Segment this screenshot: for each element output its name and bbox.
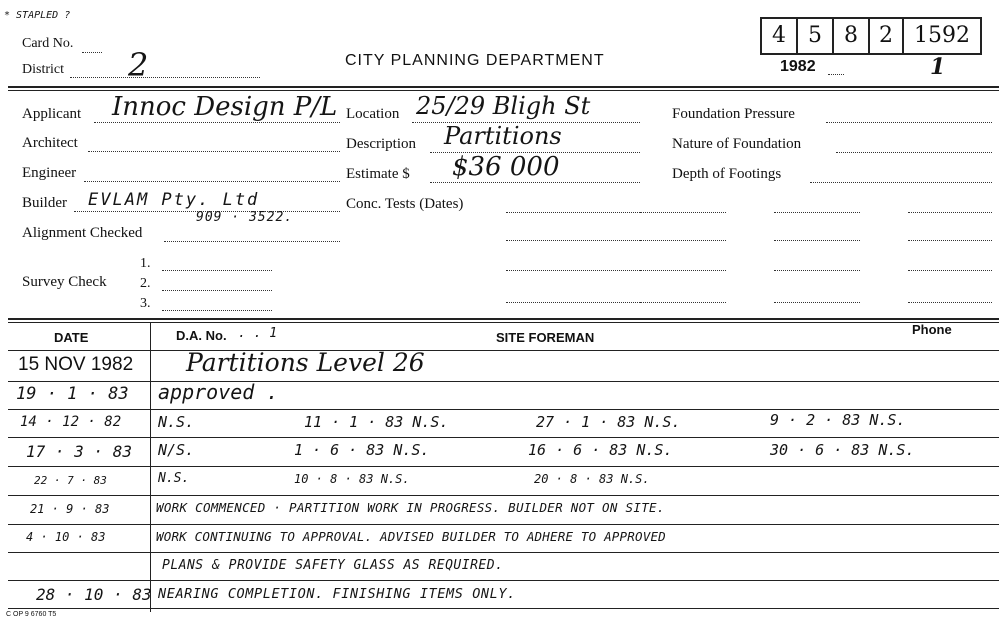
architect-line <box>88 151 340 152</box>
year-dots <box>828 74 844 75</box>
header-rule-2 <box>8 90 999 91</box>
row-rule-7 <box>8 552 999 553</box>
ref-digit-1: 4 <box>760 17 796 55</box>
grid-line-c3 <box>908 270 992 271</box>
row-0-date: 15 NOV 1982 <box>18 354 134 375</box>
row-rule-3 <box>8 437 999 438</box>
grid-line-b2 <box>774 240 860 241</box>
phone-header: Phone <box>912 322 952 337</box>
date-column-divider <box>150 322 151 612</box>
builder-value: EVLAM Pty. Ltd <box>88 190 260 210</box>
estimate-label: Estimate $ <box>346 166 410 182</box>
row-3-entry-4: 30 · 6 · 83 N.S. <box>770 441 915 459</box>
location-value: 25/29 Bligh St <box>416 92 591 120</box>
row-rule-9 <box>8 608 999 609</box>
row-rule-5 <box>8 495 999 496</box>
grid-line-b1 <box>774 212 860 213</box>
row-8-entry: NEARING COMPLETION. FINISHING ITEMS ONLY. <box>158 586 516 602</box>
card-no-label: Card No. <box>22 36 74 51</box>
survey-num-3: 3. <box>140 296 151 311</box>
department-title: CITY PLANNING DEPARTMENT <box>345 52 605 69</box>
row-rule-6 <box>8 524 999 525</box>
applicant-value: Innoc Design P/L <box>112 92 338 122</box>
row-3-entry-3: 16 · 6 · 83 N.S. <box>528 441 673 459</box>
row-7-entry: PLANS & PROVIDE SAFETY GLASS AS REQUIRED. <box>162 558 504 573</box>
row-3-entry-1: N/S. <box>158 441 195 459</box>
grid-line-b4 <box>774 302 860 303</box>
architect-label: Architect <box>22 135 78 151</box>
foundation-pressure-line <box>826 122 992 123</box>
depth-footings-label: Depth of Footings <box>672 166 782 182</box>
row-rule-0 <box>8 350 999 351</box>
row-rule-4 <box>8 466 999 467</box>
builder-phone: 909 · 3522. <box>196 210 294 225</box>
row-2-date: 14 · 12 · 82 <box>20 414 122 430</box>
row-0-entry: Partitions Level 26 <box>186 348 425 377</box>
survey-num-1: 1. <box>140 256 151 271</box>
grid-line-b3 <box>774 270 860 271</box>
row-5-date: 21 · 9 · 83 <box>30 502 110 516</box>
conc-line-1 <box>506 212 640 213</box>
district-line <box>70 77 260 78</box>
survey-label: Survey Check <box>22 274 107 290</box>
row-2-entry-4: 9 · 2 · 83 N.S. <box>770 411 906 429</box>
conc-line-2 <box>506 240 640 241</box>
year-label: 1982 <box>780 58 816 75</box>
row-2-entry-3: 27 · 1 · 83 N.S. <box>536 413 681 431</box>
engineer-line <box>84 181 340 182</box>
builder-label: Builder <box>22 195 67 211</box>
engineer-label: Engineer <box>22 165 77 181</box>
conc-tests-label: Conc. Tests (Dates) <box>346 196 464 212</box>
nature-foundation-line <box>836 152 992 153</box>
row-4-entry-1: N.S. <box>158 471 190 486</box>
survey-num-2: 2. <box>140 276 151 291</box>
conc-line-3 <box>506 270 640 271</box>
survey-line-2 <box>162 290 272 291</box>
applicant-line <box>94 122 340 123</box>
grid-line-a4 <box>640 302 726 303</box>
grid-line-a2 <box>640 240 726 241</box>
da-header: D.A. No. <box>176 328 227 343</box>
row-6-entry: WORK CONTINUING TO APPROVAL. ADVISED BUILDER TO ADHERE TO APPROVED <box>156 529 666 544</box>
row-4-entry-2: 10 · 8 · 83 N.S. <box>294 472 410 486</box>
ref-number: 1592 <box>902 17 982 55</box>
row-2-entry-1: N.S. <box>158 413 195 431</box>
log-top-rule <box>8 318 999 320</box>
row-rule-8 <box>8 580 999 581</box>
description-value: Partitions <box>444 122 562 150</box>
date-header: DATE <box>54 330 89 345</box>
row-2-entry-2: 11 · 1 · 83 N.S. <box>304 413 449 431</box>
row-4-date: 22 · 7 · 83 <box>34 474 107 487</box>
estimate-value: $36 000 <box>452 152 560 182</box>
depth-footings-line <box>810 182 992 183</box>
district-label: District <box>22 62 64 77</box>
grid-line-c1 <box>908 212 992 213</box>
stapled-note: * STAPLED ? <box>4 10 71 21</box>
grid-line-c2 <box>908 240 992 241</box>
alignment-line <box>164 241 340 242</box>
survey-line-3 <box>162 310 272 311</box>
da-value: . . 1 <box>238 326 278 341</box>
row-rule-2 <box>8 409 999 410</box>
district-value: 2 <box>128 46 149 84</box>
ref-digit-4: 2 <box>868 17 902 55</box>
row-4-entry-3: 20 · 8 · 83 N.S. <box>534 472 650 486</box>
description-label: Description <box>346 136 416 152</box>
form-code: C OP 9 6760 T5 <box>6 611 57 618</box>
header-rule <box>8 86 999 88</box>
conc-line-4 <box>506 302 640 303</box>
foundation-pressure-label: Foundation Pressure <box>672 106 795 122</box>
grid-line-a3 <box>640 270 726 271</box>
row-5-entry: WORK COMMENCED · PARTITION WORK IN PROGRESS. BUILDER NOT ON SITE. <box>156 500 665 515</box>
year-page: 1 <box>930 54 946 80</box>
log-top-rule-2 <box>8 322 999 323</box>
row-8-date: 28 · 10 · 83 <box>36 585 152 604</box>
location-label: Location <box>346 106 400 122</box>
card-no-line <box>82 52 102 53</box>
row-3-entry-2: 1 · 6 · 83 N.S. <box>294 441 430 459</box>
ref-digit-2: 5 <box>796 17 832 55</box>
ref-digit-3: 8 <box>832 17 868 55</box>
row-3-date: 17 · 3 · 83 <box>26 442 132 461</box>
grid-line-a1 <box>640 212 726 213</box>
alignment-label: Alignment Checked <box>22 225 143 241</box>
survey-line-1 <box>162 270 272 271</box>
applicant-label: Applicant <box>22 106 82 122</box>
row-6-date: 4 · 10 · 83 <box>26 530 106 544</box>
nature-foundation-label: Nature of Foundation <box>672 136 802 152</box>
row-1-date: 19 · 1 · 83 <box>16 384 129 404</box>
foreman-header: SITE FOREMAN <box>496 330 595 345</box>
row-1-entry: approved . <box>158 380 279 404</box>
grid-line-c4 <box>908 302 992 303</box>
estimate-line <box>430 182 640 183</box>
row-rule-1 <box>8 381 999 382</box>
